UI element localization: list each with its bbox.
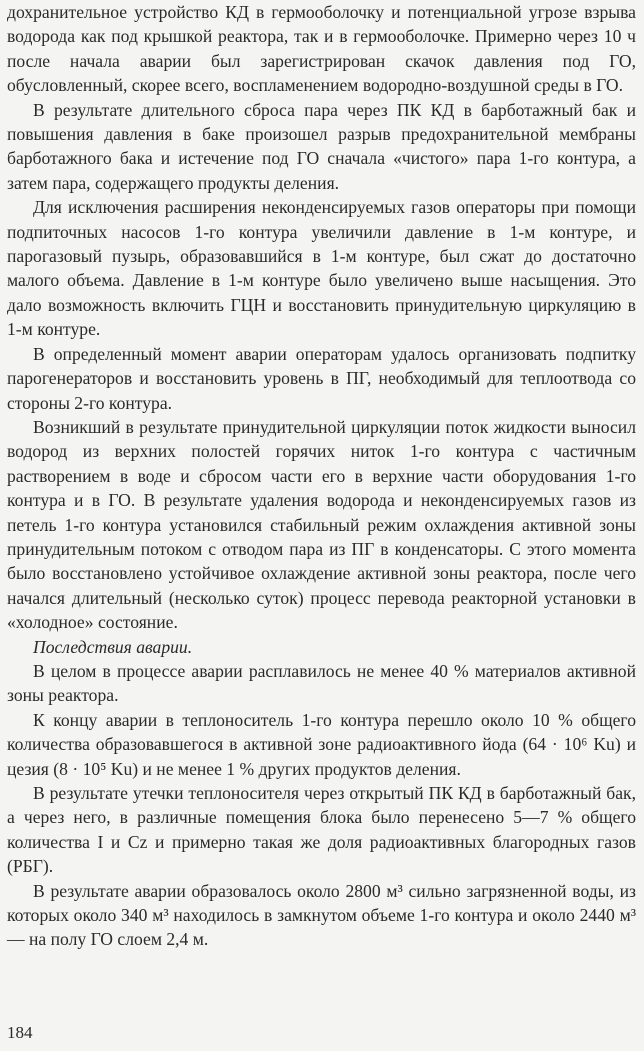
paragraph-7: В целом в процессе аварии расплавилось не менее 40 % материалов активной зоны реактора. bbox=[7, 660, 636, 706]
paragraph-8: К концу аварии в теплоноситель 1-го контура перешло около 10 % общего количества образовавшегося в активной зоне радиоактивного йода (64 · 10⁶ Ku) и цезия (8 · 10⁵ Ku) и не менее 1 % других продуктов деления. bbox=[7, 709, 636, 779]
paragraph-3: Для исключения расширения неконденсируемых газов операторы при помощи подпиточных насосов 1-го контура увеличили давление в 1-м контуре, и парогазовый пузырь, образовавшийся в 1-м контуре, был сжат до достаточно малого объема. Давление в 1-м контуре было увеличено выше насыщения. Это дало возможность включить ГЦН и восстановить принудительную циркуляцию в 1-м контуре. bbox=[7, 197, 636, 340]
paragraph-9: В результате утечки теплоносителя через открытый ПК КД в барботажный бак, а через него, в различные помещения блока было перенесено 5—7 % общего количества I и Cz и примерно такая же доля радиоактивных благородных газов (РБГ). bbox=[7, 783, 636, 877]
page-number: 184 bbox=[7, 1023, 33, 1042]
paragraph-4: В определенный момент аварии операторам удалось организовать подпитку парогенераторов и восстановить уровень в ПГ, необходимый для теплоотвода со стороны 2-го контура. bbox=[7, 343, 636, 413]
paragraph-1: дохранительное устройство КД в гермооболочку и потенциальной угрозе взрыва водорода как под крышкой реактора, так и в гермооболочке. Примерно через 10 ч после начала аварии был зарегистрирован скачок давления под ГО, обусловленный, скорее всего, воспламенением водородно-воздушной среды в ГО. bbox=[7, 2, 636, 96]
paragraph-5: Возникший в результате принудительной циркуляции поток жидкости выносил водород из верхних полостей горячих ниток 1-го контура с частичным растворением в воде и сбросом части его в верхние части оборудования 1-го контура и в ГО. В результате удаления водорода и неконденсируемых газов из петель 1-го контура установился стабильный режим охлаждения активной зоны принудительным потоком с отводом пара из ПГ в конденсаторы. С этого момента было восстановлено устойчивое охлаждение активной зоны реактора, после чего начался длительный (несколько суток) процесс перевода реакторной установки в «холодное» состояние. bbox=[7, 416, 636, 633]
body-text bbox=[7, 0, 636, 952]
paragraph-2: В результате длительного сброса пара через ПК КД в барботажный бак и повышения давления в баке произошел разрыв предохранительной мембраны барботажного бака и истечение под ГО сначала «чистого» пара 1-го контура, а затем пара, содержащего продукты деления. bbox=[7, 99, 636, 193]
section-heading-consequences: Последствия аварии. bbox=[33, 636, 193, 657]
paragraph-10: В результате аварии образовалось около 2800 м³ сильно загрязненной воды, из которых около 340 м³ находилось в замкнутом объеме 1-го контура и около 2440 м³ — на полу ГО слоем 2,4 м. bbox=[7, 880, 636, 950]
